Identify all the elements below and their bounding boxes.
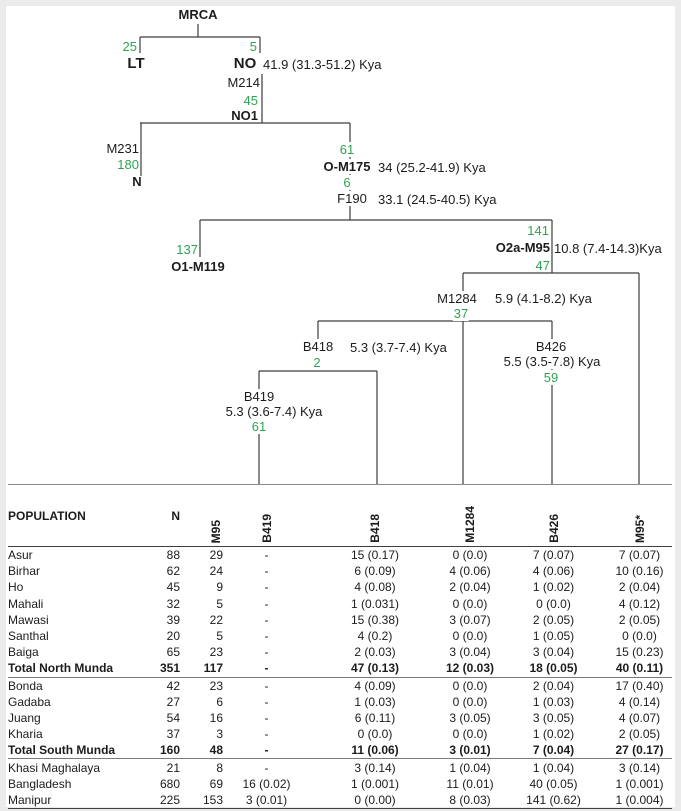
count-n: 180 xyxy=(117,157,139,172)
value-cell: 54 xyxy=(166,710,180,725)
node-mrca: MRCA xyxy=(178,7,218,22)
count-b418: 2 xyxy=(313,355,321,370)
header-n: N xyxy=(150,485,180,547)
node-o-m175: O-M175 xyxy=(323,159,371,174)
value-cell: 48 xyxy=(180,742,223,759)
value-cell: 45 xyxy=(166,580,180,595)
value-cell: 11 (0.06) xyxy=(310,742,440,759)
header-m1284 xyxy=(440,485,500,547)
value-cell: 0 (0.0) xyxy=(622,629,657,644)
value-cell: 22 xyxy=(209,612,223,627)
value-cell: 40 (0.11) xyxy=(607,660,672,677)
value-cell: - xyxy=(223,742,310,759)
value-cell: 3 xyxy=(216,727,223,742)
date-m1284: 5.9 (4.1-8.2) Kya xyxy=(495,291,592,306)
value-cell: - xyxy=(264,678,269,693)
value-cell: 9 xyxy=(216,580,223,595)
value-cell: 0 (0.0) xyxy=(452,694,488,709)
value-cell: 7 (0.04) xyxy=(500,742,607,759)
value-cell: 47 (0.13) xyxy=(310,660,440,677)
value-cell: 6 (0.09) xyxy=(354,564,396,579)
count-b426: 59 xyxy=(543,370,559,385)
value-cell: 4 (0.06) xyxy=(449,564,491,579)
value-cell: 21 xyxy=(166,760,180,775)
population-cell: Gadaba xyxy=(8,694,51,709)
table-row xyxy=(8,792,672,809)
value-cell: 4 (0.07) xyxy=(618,710,661,725)
value-cell: 32 xyxy=(166,596,180,611)
value-cell: 23 xyxy=(209,678,223,693)
date-b418: 5.3 (3.7-7.4) Kya xyxy=(350,340,447,355)
value-cell: 0 (0.0) xyxy=(357,727,393,742)
value-cell: 160 xyxy=(150,742,180,759)
value-cell: 4 (0.09) xyxy=(354,678,396,693)
population-cell: Total South Munda xyxy=(8,742,150,759)
population-cell: Total North Munda xyxy=(8,660,150,677)
table-row xyxy=(8,759,672,776)
value-cell: 1 (0.05) xyxy=(532,629,575,644)
node-no: NO xyxy=(233,55,257,72)
value-cell: 27 (0.17) xyxy=(607,742,672,759)
header-m95star-label: M95* xyxy=(632,514,647,543)
value-cell: 3 (0.14) xyxy=(354,760,396,775)
population-cell: Mawasi xyxy=(8,612,49,627)
value-cell: 1 (0.031) xyxy=(350,596,400,611)
value-cell: - xyxy=(264,727,269,742)
population-cell: Kharia xyxy=(8,727,43,742)
population-frequency-table xyxy=(8,484,672,809)
value-cell: 351 xyxy=(150,660,180,677)
value-cell: 6 xyxy=(216,694,223,709)
table-row xyxy=(8,612,672,628)
value-cell: 15 (0.23) xyxy=(615,645,664,660)
value-cell: 3 (0.05) xyxy=(449,710,491,725)
value-cell: 4 (0.14) xyxy=(618,694,661,709)
value-cell: 2 (0.05) xyxy=(532,612,575,627)
population-cell: Birhar xyxy=(8,564,41,579)
value-cell: - xyxy=(264,694,269,709)
table-row xyxy=(8,644,672,660)
value-cell: 0 (0.0) xyxy=(452,727,488,742)
node-m231: M231 xyxy=(106,141,139,156)
value-cell: 3 (0.04) xyxy=(449,645,491,660)
value-cell: 1 (0.04) xyxy=(449,760,491,775)
value-cell: 5 xyxy=(216,629,223,644)
value-cell: 1 (0.02) xyxy=(532,727,575,742)
header-b418-label: B418 xyxy=(368,514,382,543)
value-cell: 3 (0.04) xyxy=(532,645,575,660)
table-row xyxy=(8,726,672,742)
header-b426 xyxy=(500,485,607,547)
population-cell: Mahali xyxy=(8,596,44,611)
value-cell: 0 (0.00) xyxy=(310,792,440,809)
value-cell: 23 xyxy=(209,645,223,660)
value-cell: 5 xyxy=(216,596,223,611)
header-m1284-label: M1284 xyxy=(463,506,477,543)
value-cell: 1 (0.02) xyxy=(532,580,575,595)
header-m95-label: M95 xyxy=(209,519,223,543)
table-row xyxy=(8,776,672,792)
value-cell: 3 (0.07) xyxy=(449,612,491,627)
value-cell: 24 xyxy=(209,564,223,579)
value-cell: 0 (0.0) xyxy=(536,596,571,611)
value-cell: 0 (0.0) xyxy=(452,629,488,644)
value-cell: 16 xyxy=(209,710,223,725)
value-cell: - xyxy=(264,596,269,611)
value-cell: 117 xyxy=(180,660,223,677)
value-cell: 1 (0.04) xyxy=(532,760,575,775)
date-o2a-m95: 10.8 (7.4-14.3)Kya xyxy=(554,241,662,256)
value-cell: 15 (0.17) xyxy=(350,548,400,563)
date-no: 41.9 (31.3-51.2) Kya xyxy=(263,57,382,72)
count-o2a-m95: 141 xyxy=(527,223,549,238)
count-o1-m119: 137 xyxy=(176,242,198,257)
node-b418: B418 xyxy=(302,339,334,354)
value-cell: 0 (0.0) xyxy=(452,596,488,611)
value-cell: 69 xyxy=(209,776,223,791)
population-cell: Ho xyxy=(8,580,24,595)
value-cell: 7 (0.07) xyxy=(618,548,661,563)
count-lt: 25 xyxy=(122,39,137,54)
population-cell: Manipur xyxy=(8,792,150,809)
value-cell: 2 (0.03) xyxy=(354,645,396,660)
value-cell: 1 (0.004) xyxy=(607,792,672,809)
value-cell: 1 (0.001) xyxy=(615,776,664,791)
value-cell: - xyxy=(264,645,269,660)
node-b419: B419 xyxy=(243,389,275,404)
date-b426: 5.5 (3.5-7.8) Kya xyxy=(503,354,601,369)
header-b419-label: B419 xyxy=(259,514,274,543)
value-cell: 10 (0.16) xyxy=(615,564,664,579)
population-cell: Juang xyxy=(8,710,41,725)
value-cell: - xyxy=(264,710,269,725)
value-cell: 39 xyxy=(166,612,180,627)
value-cell: 17 (0.40) xyxy=(615,678,664,693)
table-row xyxy=(8,677,672,694)
value-cell: 3 (0.05) xyxy=(532,710,575,725)
table-row xyxy=(8,710,672,726)
value-cell: 11 (0.01) xyxy=(446,776,494,791)
population-cell: Bonda xyxy=(8,678,43,693)
value-cell: 2 (0.04) xyxy=(618,580,661,595)
value-cell: 16 (0.02) xyxy=(242,776,291,791)
count-no1: 45 xyxy=(243,93,258,108)
value-cell: 40 (0.05) xyxy=(529,776,578,791)
value-cell: 141 (0.62) xyxy=(500,792,607,809)
population-cell: Santhal xyxy=(8,629,49,644)
value-cell: 1 (0.03) xyxy=(354,694,396,709)
count-o-m175: 61 xyxy=(339,142,355,157)
table-header-row xyxy=(8,485,672,547)
value-cell: - xyxy=(264,760,269,775)
value-cell: - xyxy=(264,564,269,579)
header-b426-label: B426 xyxy=(546,514,561,543)
value-cell: 2 (0.05) xyxy=(618,727,661,742)
value-cell: 3 (0.01) xyxy=(440,742,500,759)
value-cell: - xyxy=(264,580,269,595)
count-o2a-m95-sub: 47 xyxy=(535,258,550,273)
table-row xyxy=(8,596,672,612)
header-population: POPULATION xyxy=(8,485,150,547)
population-table-body xyxy=(8,547,672,809)
node-lt: LT xyxy=(127,55,145,72)
value-cell: 680 xyxy=(159,776,180,791)
value-cell: - xyxy=(264,548,269,563)
node-f190: F190 xyxy=(337,191,367,206)
value-cell: 225 xyxy=(150,792,180,809)
value-cell: 42 xyxy=(166,678,180,693)
value-cell: 62 xyxy=(166,564,180,579)
value-cell: 7 (0.07) xyxy=(532,548,575,563)
value-cell: - xyxy=(223,660,310,677)
value-cell: 3 (0.01) xyxy=(223,792,310,809)
node-b426: B426 xyxy=(535,339,567,354)
value-cell: 12 (0.03) xyxy=(440,660,500,677)
value-cell: 2 (0.04) xyxy=(532,678,575,693)
value-cell: 0 (0.0) xyxy=(452,678,488,693)
value-cell: 37 xyxy=(166,727,180,742)
value-cell: 153 xyxy=(180,792,223,809)
value-cell: 20 xyxy=(166,629,180,644)
table-row xyxy=(8,742,672,759)
table-row xyxy=(8,563,672,579)
value-cell: - xyxy=(264,629,269,644)
value-cell: 1 (0.001) xyxy=(350,776,400,791)
value-cell: - xyxy=(264,612,269,627)
value-cell: 2 (0.05) xyxy=(618,612,661,627)
value-cell: 6 (0.11) xyxy=(354,710,396,725)
count-f190: 6 xyxy=(343,175,351,190)
value-cell: 4 (0.2) xyxy=(357,629,393,644)
table-row xyxy=(8,628,672,644)
value-cell: 65 xyxy=(166,645,180,660)
population-cell: Bangladesh xyxy=(8,776,72,791)
date-b419: 5.3 (3.6-7.4) Kya xyxy=(225,404,323,419)
node-no1: NO1 xyxy=(231,108,258,123)
value-cell: 29 xyxy=(209,548,223,563)
value-cell: 4 (0.12) xyxy=(618,596,661,611)
node-o1-m119: O1-M119 xyxy=(171,259,225,274)
date-f190: 33.1 (24.5-40.5) Kya xyxy=(378,192,497,207)
value-cell: 8 (0.03) xyxy=(440,792,500,809)
value-cell: 1 (0.03) xyxy=(532,694,575,709)
value-cell: 18 (0.05) xyxy=(500,660,607,677)
header-b418 xyxy=(310,485,440,547)
table-row xyxy=(8,579,672,595)
header-b419 xyxy=(223,485,310,547)
population-cell: Asur xyxy=(8,548,33,563)
value-cell: 0 (0.0) xyxy=(452,548,488,563)
value-cell: 4 (0.06) xyxy=(532,564,575,579)
population-cell: Khasi Maghalaya xyxy=(8,760,101,775)
node-o2a-m95: O2a-M95 xyxy=(495,240,550,255)
count-b419: 61 xyxy=(251,419,267,434)
value-cell: 27 xyxy=(166,694,180,709)
table-row xyxy=(8,694,672,710)
date-o-m175: 34 (25.2-41.9) Kya xyxy=(378,160,486,175)
value-cell: 2 (0.04) xyxy=(449,580,491,595)
header-m95star xyxy=(607,485,672,547)
value-cell: 8 xyxy=(216,760,223,775)
header-m95 xyxy=(180,485,223,547)
table-row xyxy=(8,660,672,677)
value-cell: 4 (0.08) xyxy=(354,580,396,595)
node-m1284: M1284 xyxy=(437,291,477,306)
value-cell: 3 (0.14) xyxy=(618,760,661,775)
value-cell: 88 xyxy=(166,548,180,563)
node-m214: M214 xyxy=(227,75,260,90)
node-n: N xyxy=(132,174,142,189)
population-cell: Baiga xyxy=(8,645,39,660)
value-cell: 15 (0.38) xyxy=(350,612,400,627)
count-no: 5 xyxy=(249,39,257,54)
table-row xyxy=(8,547,672,564)
count-m1284: 37 xyxy=(453,306,469,321)
